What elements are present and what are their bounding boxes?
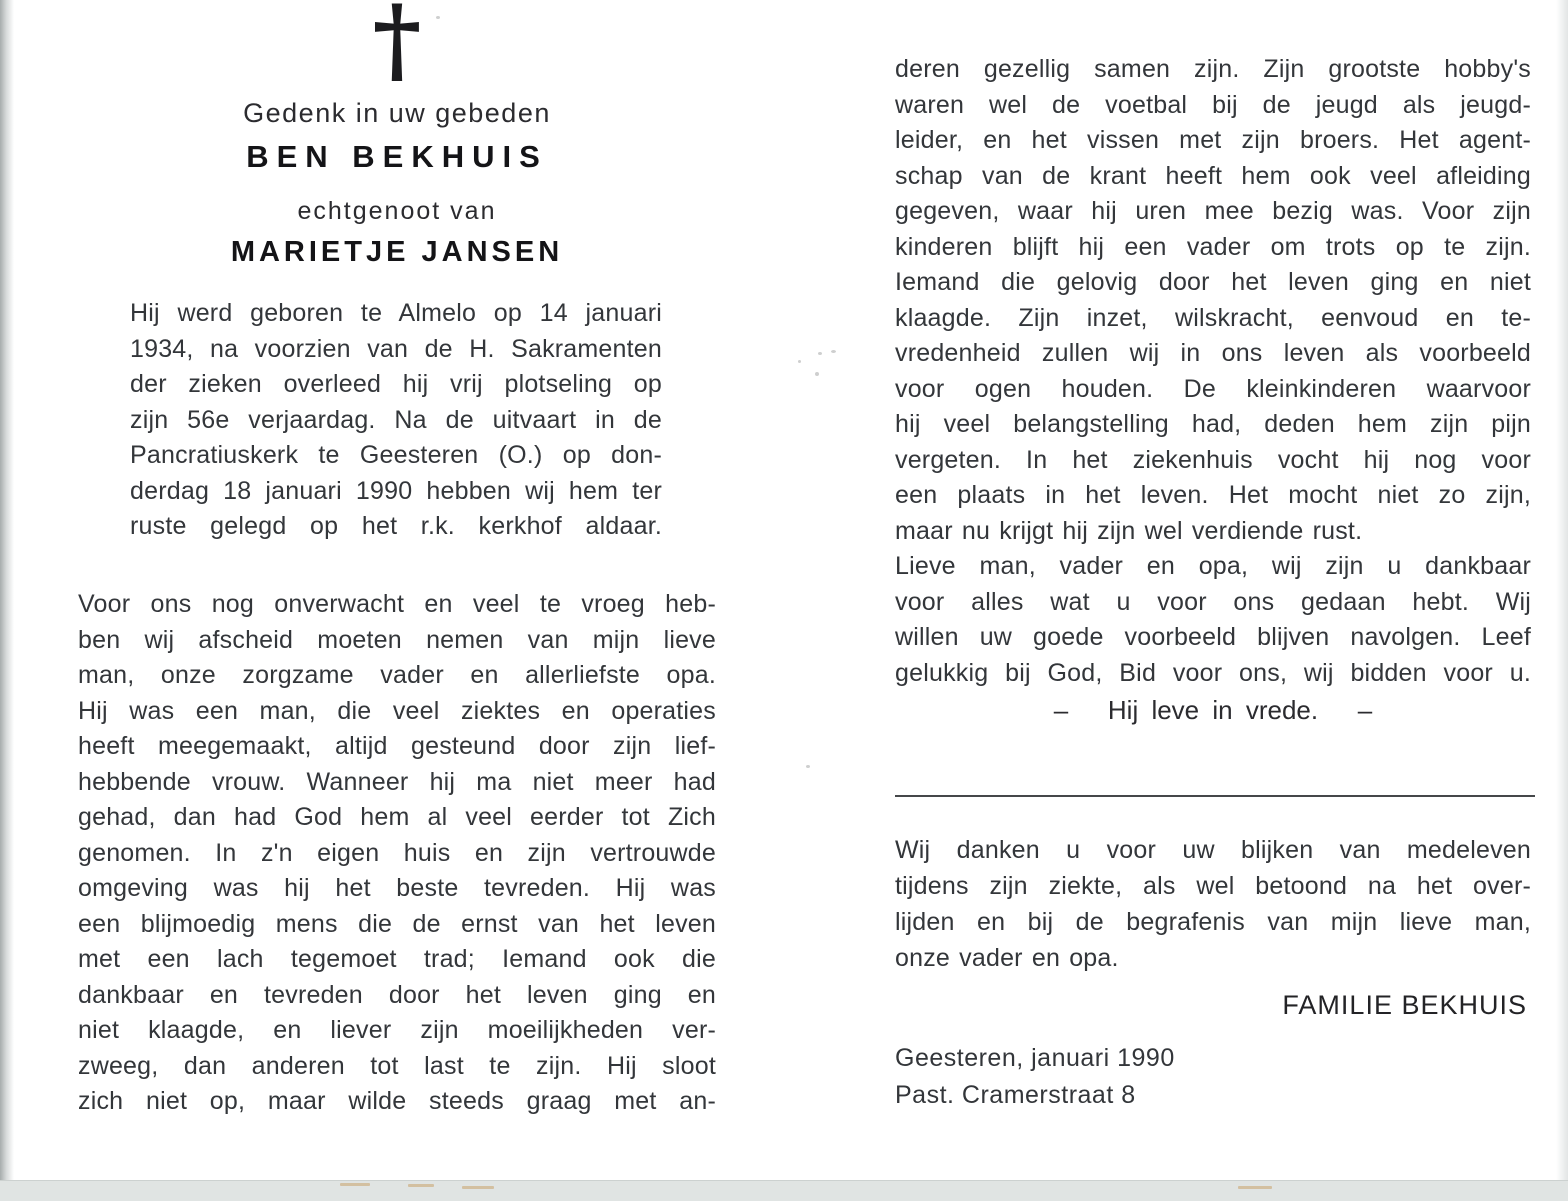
text-line: Pancratiuskerk te Geesteren (O.) op don- (130, 441, 662, 469)
scan-speck (831, 350, 836, 353)
text-line: onze vader en opa. (895, 944, 1119, 972)
scan-mark (340, 1183, 370, 1186)
scan-edge-bottom (0, 1180, 1568, 1201)
text-line: hebbende vrouw. Wanneer hij ma niet meer had (78, 767, 716, 796)
text-line: Voor ons nog onverwacht en veel te vroeg heb- (78, 590, 716, 618)
text-line: ruste gelegd op het r.k. kerkhof aldaar. (130, 512, 662, 540)
scan-edge-right (1556, 0, 1568, 1182)
text-line: voor alles wat u voor ons gedaan hebt. Wij (895, 587, 1531, 616)
text-line: omgeving was hij het beste tevreden. Hij was (78, 874, 716, 902)
text-line: vergeten. In het ziekenhuis vocht hij nog voor (895, 445, 1531, 474)
cross-icon: † (372, 0, 422, 95)
text-line: gegeven, waar hij uren mee bezig was. Voor zijn (895, 197, 1531, 225)
text-line: ben wij afscheid moeten nemen van mijn lieve (78, 625, 716, 654)
text-line: willen uw goede voorbeeld blijven navolgen. Leef (895, 623, 1531, 651)
text-line: gehad, dan had God hem al veel eerder tot Zich (78, 803, 716, 831)
acknowledgement-paragraph (895, 832, 1531, 976)
text-line: Wij danken u voor uw blijken van medeleven (895, 836, 1531, 864)
text-line: man, onze zorgzame vader en allerliefste opa. (78, 661, 716, 689)
text-line: zweeg, dan anderen tot last te zijn. Hij sloot (78, 1051, 716, 1080)
motto-text: – Hij leve in vrede. – (1053, 695, 1373, 725)
text-line: deren gezellig samen zijn. Zijn grootste hobby's (895, 55, 1531, 83)
scan-mark (1238, 1186, 1272, 1189)
divider-rule (895, 795, 1535, 797)
text-line: Lieve man, vader en opa, wij zijn u dankbaar (895, 552, 1531, 580)
text-line: een plaats in het leven. Het mocht niet zo zijn, (895, 481, 1531, 509)
text-line: genomen. In z'n eigen huis en zijn vertrouwde (78, 838, 716, 867)
scan-speck (806, 765, 810, 768)
scan-mark (408, 1184, 434, 1187)
text-line: 1934, na voorzien van de H. Sakramenten (130, 334, 662, 363)
tribute-paragraph (78, 587, 716, 1120)
scan-speck (818, 352, 822, 355)
relation-text: echtgenoot van (297, 197, 497, 225)
text-line: waren wel de voetbal bij de jeugd als jeugd- (895, 90, 1531, 119)
text-line: Hij werd geboren te Almelo op 14 januari (130, 299, 662, 327)
text-line: klaagde. Zijn inzet, wilskracht, eenvoud en te- (895, 303, 1531, 332)
scan-mark (462, 1186, 494, 1189)
text-line: met een lach tegemoet trad; Iemand ook die (78, 945, 716, 973)
text-line: kinderen blijft hij een vader om trots op te zijn. (895, 232, 1531, 261)
text-line: vredenheid zullen wij in ons leven als voorbeeld (895, 339, 1531, 367)
scan-speck (815, 372, 819, 376)
biography-paragraph (130, 296, 662, 545)
address: Past. Cramerstraat 8 (895, 1081, 1136, 1109)
text-line: een blijmoedig mens die de ernst van het leven (78, 909, 716, 938)
scan-edge-left (0, 0, 14, 1182)
text-line: zich niet op, maar wilde steeds graag met an- (78, 1087, 716, 1115)
text-line: derdag 18 januari 1990 hebben wij hem ter (130, 476, 662, 505)
text-line: dankbaar en tevreden door het leven ging en (78, 980, 716, 1009)
text-line: voor ogen houden. De kleinkinderen waarvoor (895, 374, 1531, 403)
text-line: Iemand die gelovig door het leven ging en niet (895, 268, 1531, 296)
tribute-paragraph-continued (895, 52, 1531, 691)
text-line: lijden en bij de begrafenis van mijn lieve man, (895, 908, 1531, 936)
text-line: Hij was een man, die veel ziektes en operaties (78, 696, 716, 725)
text-line: maar nu krijgt hij zijn wel verdiende rust. (895, 516, 1363, 545)
text-line: tijdens zijn ziekte, als wel betoond na het over- (895, 872, 1531, 900)
scan-speck (798, 360, 801, 363)
text-line: schap van de krant heeft hem ook veel afleiding (895, 161, 1531, 190)
text-line: der zieken overleed hij vrij plotseling op (130, 370, 662, 398)
spouse-name: MARIETJE JANSEN (230, 236, 564, 268)
text-line: gelukkig bij God, Bid voor ons, wij bidden voor u. (895, 658, 1531, 687)
place-date: Geesteren, januari 1990 (895, 1044, 1175, 1072)
text-line: heeft meegemaakt, altijd gesteund door zijn lief- (78, 732, 716, 760)
text-line: niet klaagde, en liever zijn moeilijkheden ver- (78, 1016, 716, 1044)
text-line: leider, en het vissen met zijn broers. Het agent- (895, 126, 1531, 154)
memorial-intro-text: Gedenk in uw gebeden (243, 98, 551, 128)
deceased-name: BEN BEKHUIS (246, 139, 548, 174)
text-line: hij veel belangstelling had, deden hem zijn pijn (895, 410, 1531, 438)
family-signature: FAMILIE BEKHUIS (1282, 990, 1527, 1020)
text-line: zijn 56e verjaardag. Na de uitvaart in de (130, 405, 662, 434)
